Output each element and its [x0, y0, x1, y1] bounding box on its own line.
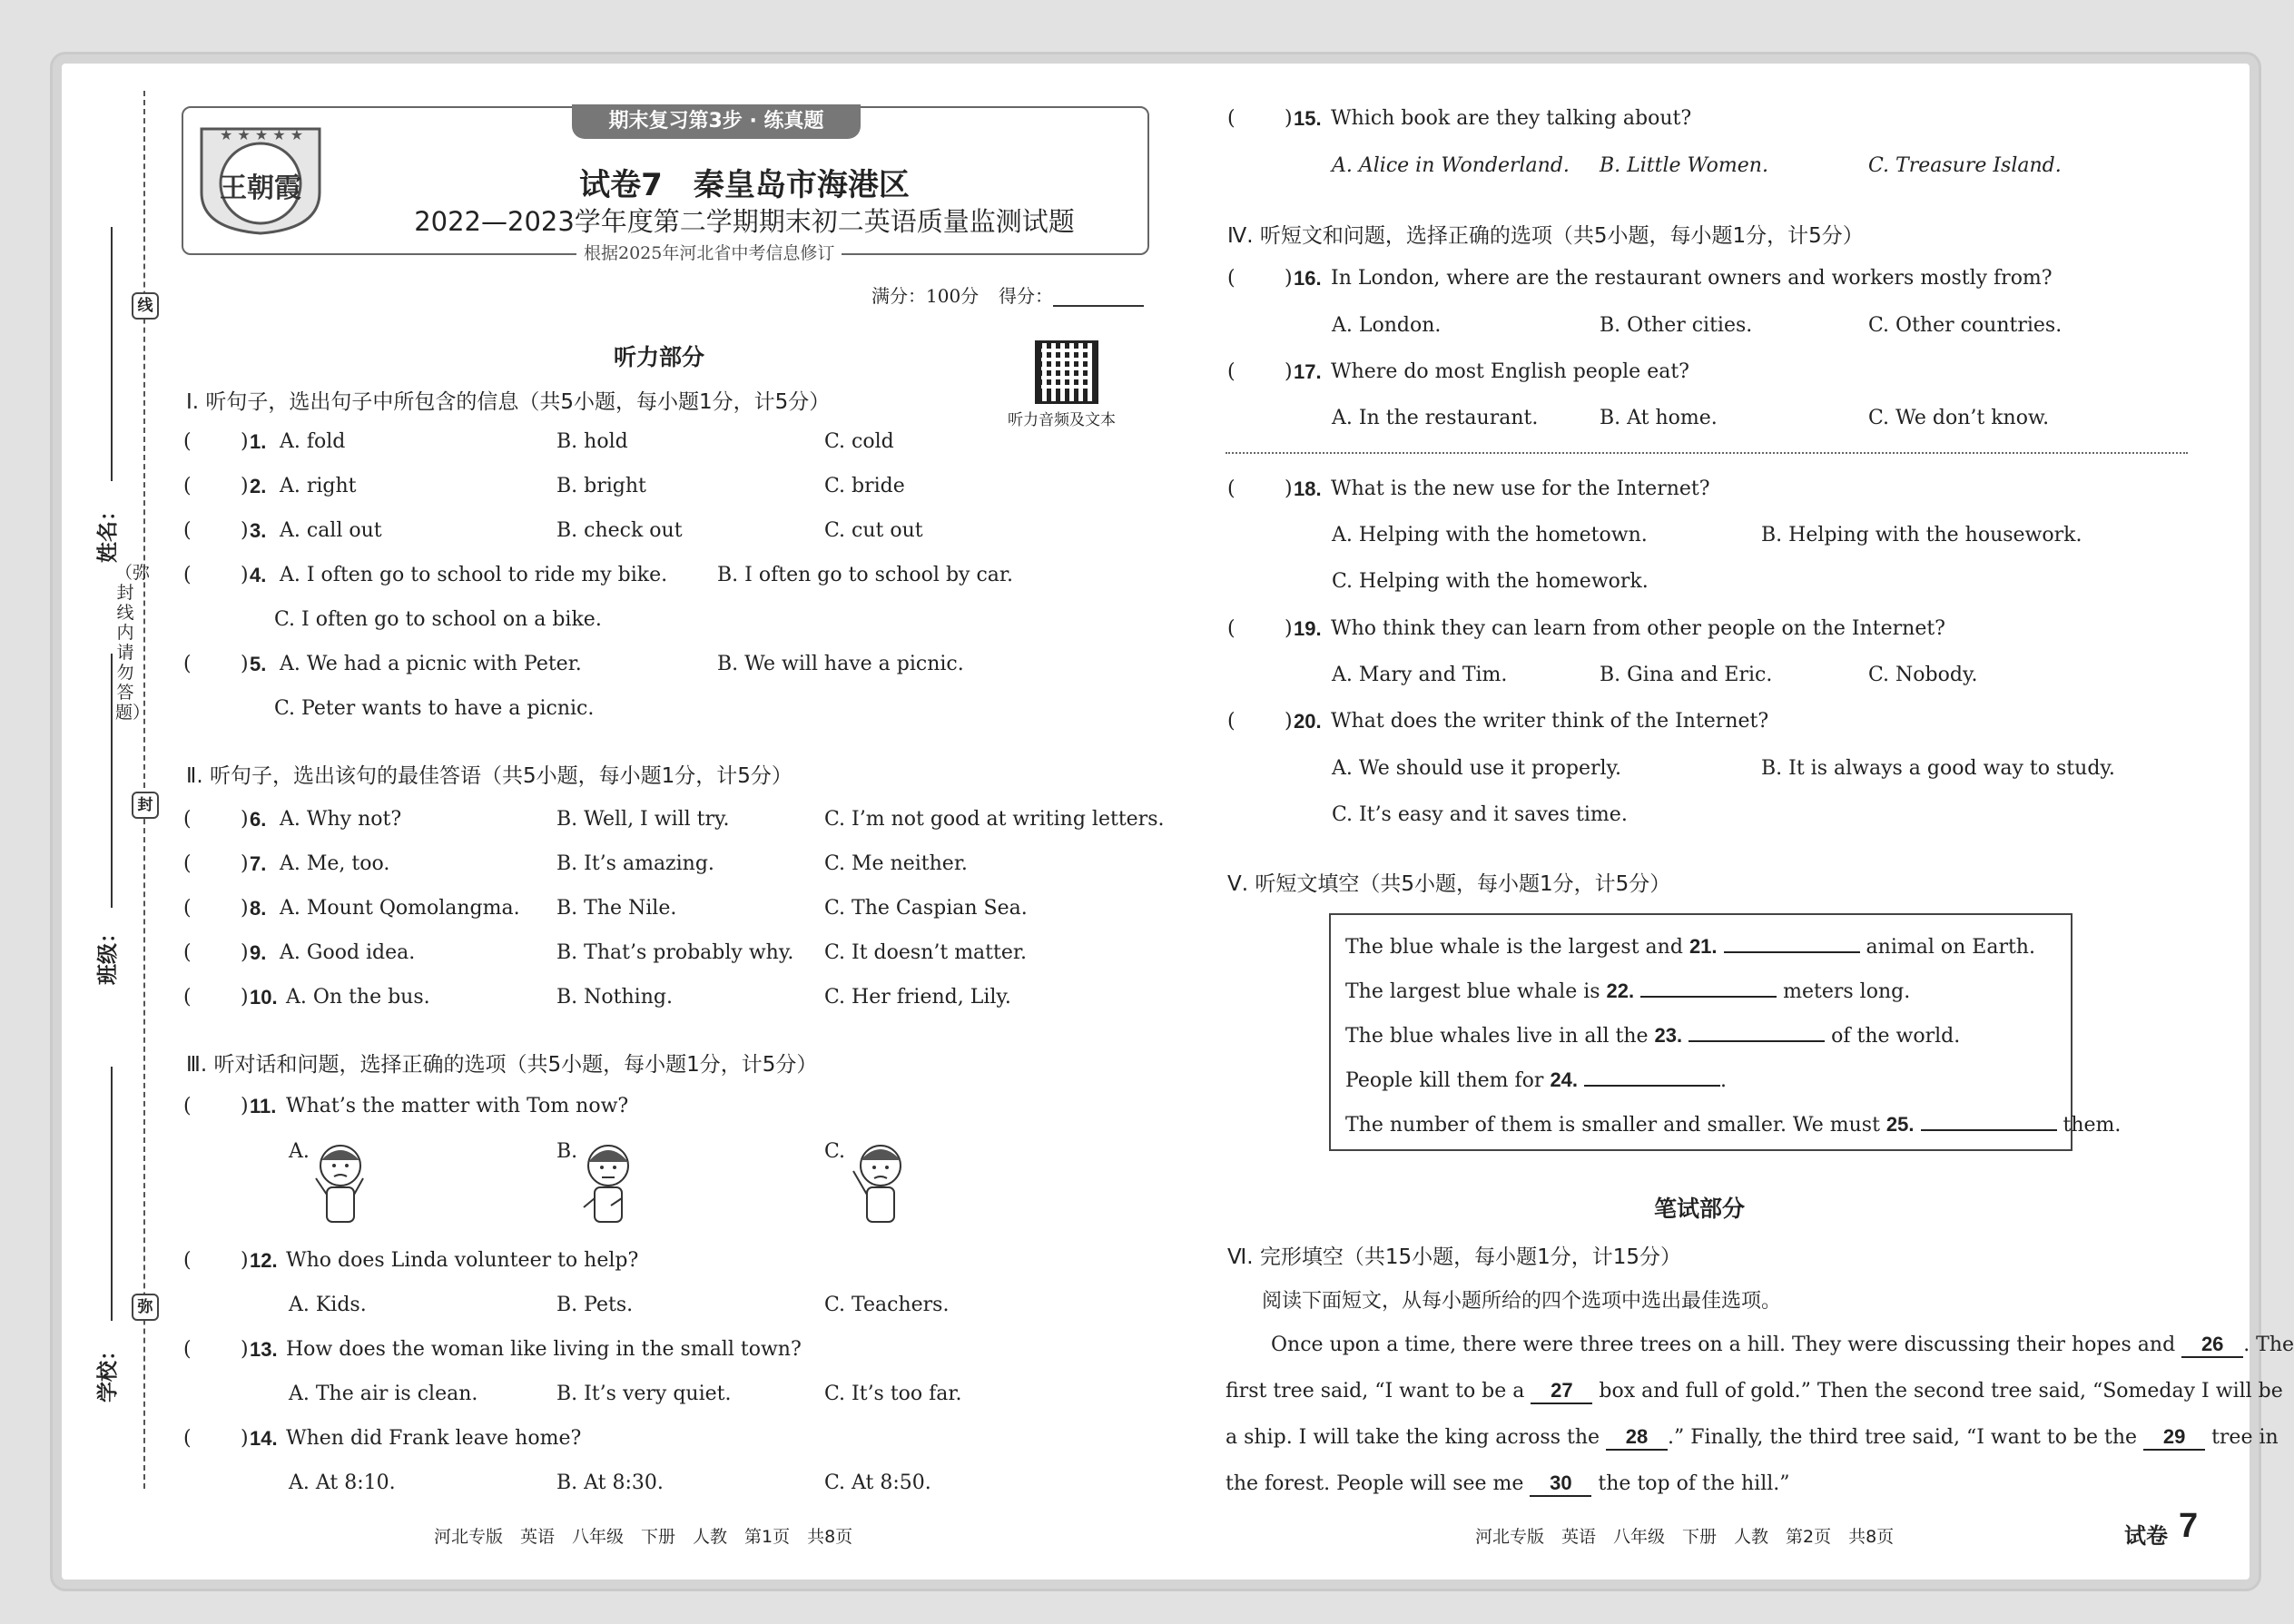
option-c: C. Teachers.	[824, 1294, 950, 1316]
option-b: B. Well, I will try.	[556, 808, 730, 831]
listening-title: 听力部分	[614, 344, 705, 370]
option-c: C. I’m not good at writing letters.	[824, 808, 1165, 831]
option-a: A. Me, too.	[280, 852, 390, 875]
fill-line-24: People kill them for 24. .	[1345, 1068, 1728, 1092]
fill-line-22: The largest blue whale is 22. meters long.	[1345, 979, 1911, 1003]
fill-line-21: The blue whale is the largest and 21. animal on Earth.	[1345, 935, 2035, 959]
option-b: B. I often go to school by car.	[717, 564, 1013, 586]
option-a: A. call out	[280, 519, 382, 542]
question-text: What does the writer think of the Internet?	[1331, 710, 1769, 733]
option-c: C. It’s easy and it saves time.	[1332, 803, 1628, 826]
option-a: A. We should use it properly.	[1332, 757, 1622, 780]
svg-text:★ ★ ★ ★ ★: ★ ★ ★ ★ ★	[220, 126, 304, 143]
score-label: 得分：	[999, 285, 1053, 307]
section-3-heading: Ⅲ. 听对话和问题，选择正确的选项（共5小题，每小题1分，计5分）	[186, 1053, 818, 1077]
option-a: A. Why not?	[280, 808, 402, 831]
paper-label: 试卷	[2124, 1523, 2168, 1549]
option-c: C. Other countries.	[1868, 314, 2063, 337]
option-c: C. It’s too far.	[824, 1383, 962, 1405]
school-field[interactable]	[111, 1067, 113, 1321]
section-6-heading: Ⅵ. 完形填空（共15小题，每小题1分，计15分）	[1227, 1245, 1682, 1269]
revision-note: 根据2025年河北省中考信息修订	[576, 240, 842, 264]
boy-stomachache-icon	[575, 1138, 643, 1229]
option-b: B. It’s very quiet.	[556, 1383, 732, 1405]
question-text: Who think they can learn from other people on the Internet?	[1331, 617, 1945, 640]
option-a: A. right	[280, 475, 357, 497]
blank-26[interactable]: 26	[2181, 1333, 2243, 1358]
option-b: B. We will have a picnic.	[717, 653, 964, 675]
option-c: C. bride	[824, 475, 905, 497]
option-c: C. The Caspian Sea.	[824, 897, 1028, 920]
footer-right: 河北专版 英语 八年级 下册 人教 第2页 共8页	[1475, 1527, 1895, 1547]
section-4-heading: Ⅳ. 听短文和问题，选择正确的选项（共5小题，每小题1分，计5分）	[1227, 224, 1864, 248]
banner: 期末复习第3步 · 练真题	[572, 104, 861, 139]
boy-toothache-icon	[309, 1138, 372, 1229]
option-b: B. At 8:30.	[556, 1471, 664, 1494]
option-c: C.	[824, 1140, 846, 1163]
option-b: B. Nothing.	[556, 986, 673, 1009]
option-c: C. I often go to school on a bike.	[274, 608, 602, 631]
option-b: B. hold	[556, 430, 628, 453]
option-b: B. bright	[556, 475, 646, 497]
option-c: C. Her friend, Lily.	[824, 986, 1011, 1009]
cloze-line-2: first tree said, “I want to be a 27 box and full of gold.” Then the second tree said, “Someday I will be	[1226, 1379, 2283, 1403]
option-b: B. It is always a good way to study.	[1761, 757, 2115, 780]
line-mark: 线	[132, 292, 159, 320]
option-b: B. Helping with the housework.	[1761, 524, 2082, 546]
option-c: C. We don’t know.	[1868, 407, 2050, 429]
binding-notice: （弥封线内请勿答题）	[115, 563, 151, 723]
option-a: A. fold	[280, 430, 346, 453]
blank-22[interactable]	[1640, 978, 1777, 998]
option-a: A. London.	[1332, 314, 1442, 337]
option-c: C. Treasure Island.	[1868, 154, 2062, 177]
option-b: B. Pets.	[556, 1294, 634, 1316]
option-a: A. Mount Qomolangma.	[280, 897, 520, 920]
qr-caption: 听力音频及文本	[1008, 411, 1116, 429]
option-a: A. At 8:10.	[289, 1471, 396, 1494]
school-label: 学校：	[96, 1340, 120, 1403]
option-b: B.	[556, 1140, 578, 1163]
question-text: When did Frank leave home?	[286, 1427, 582, 1450]
question-text: What’s the matter with Tom now?	[286, 1095, 629, 1117]
question-text: In London, where are the restaurant owners and workers mostly from?	[1331, 267, 2053, 290]
logo-text: 王朝霞	[220, 172, 301, 204]
option-c: C. cold	[824, 430, 894, 453]
class-field[interactable]	[111, 654, 113, 908]
exam-title: 2022—2023学年度第二学期期末初二英语质量监测试题	[414, 206, 1075, 237]
cloze-line-1: Once upon a time, there were three trees on a hill. They were discussing their hopes and 26 . The	[1271, 1333, 2294, 1356]
option-a: A. On the bus.	[286, 986, 430, 1009]
blank-28[interactable]: 28	[1606, 1425, 1668, 1451]
option-b: B. Little Women.	[1600, 154, 1768, 177]
option-c: C. At 8:50.	[824, 1471, 931, 1494]
score-field[interactable]	[1053, 305, 1144, 307]
option-b: B. That’s probably why.	[556, 941, 794, 964]
question-text: Where do most English people eat?	[1331, 360, 1689, 383]
footer-left: 河北专版 英语 八年级 下册 人教 第1页 共8页	[434, 1527, 853, 1547]
name-field[interactable]	[111, 227, 113, 481]
section-5-heading: Ⅴ. 听短文填空（共5小题，每小题1分，计5分）	[1227, 872, 1671, 896]
writing-title: 笔试部分	[1654, 1196, 1746, 1222]
secret-mark: 弥	[132, 1294, 159, 1321]
option-a: A.	[289, 1140, 310, 1163]
cloze-instruction: 阅读下面短文，从每小题所给的四个选项中选出最佳选项。	[1262, 1290, 1782, 1313]
option-b: B. Other cities.	[1600, 314, 1753, 337]
option-a: A. Kids.	[289, 1294, 367, 1316]
blank-25[interactable]	[1921, 1111, 2057, 1131]
option-a: A. We had a picnic with Peter.	[280, 653, 582, 675]
question-text: What is the new use for the Internet?	[1331, 477, 1710, 500]
question-text: Who does Linda volunteer to help?	[286, 1249, 639, 1272]
option-b: B. check out	[556, 519, 683, 542]
option-b: B. Gina and Eric.	[1600, 664, 1773, 686]
option-b: B. The Nile.	[556, 897, 677, 920]
blank-29[interactable]: 29	[2143, 1425, 2205, 1451]
option-a: A. Alice in Wonderland.	[1332, 154, 1570, 177]
blank-24[interactable]	[1584, 1067, 1720, 1087]
cloze-line-4: the forest. People will see me 30 the top of the hill.”	[1226, 1471, 1790, 1495]
paper-title: 试卷7 秦皇岛市海港区	[579, 167, 910, 203]
option-a: A. The air is clean.	[289, 1383, 478, 1405]
option-a: A. Helping with the hometown.	[1332, 524, 1648, 546]
qr-code-icon[interactable]	[1035, 340, 1098, 404]
option-c: C. Helping with the homework.	[1332, 570, 1649, 593]
question-text: Which book are they talking about?	[1331, 107, 1692, 130]
option-a: A. Good idea.	[280, 941, 416, 964]
boy-headache-icon	[844, 1138, 912, 1229]
option-b: B. At home.	[1600, 407, 1718, 429]
blank-30[interactable]: 30	[1530, 1471, 1591, 1497]
paper-number: 7	[2179, 1507, 2199, 1545]
blank-23[interactable]	[1689, 1022, 1825, 1042]
question-text: How does the woman like living in the small town?	[286, 1338, 802, 1361]
option-c: C. It doesn’t matter.	[824, 941, 1027, 964]
section-1-heading: Ⅰ. 听句子，选出句子中所包含的信息（共5小题，每小题1分，计5分）	[186, 390, 831, 414]
option-c: C. Nobody.	[1868, 664, 1978, 686]
page-divider	[1226, 452, 2188, 454]
option-c: C. cut out	[824, 519, 923, 542]
seal-mark: 封	[132, 792, 159, 819]
option-a: A. Mary and Tim.	[1332, 664, 1508, 686]
cloze-line-3: a ship. I will take the king across the 28 .” Finally, the third tree said, “I want to be the 29 tree in	[1226, 1425, 2279, 1449]
option-a: A. In the restaurant.	[1332, 407, 1539, 429]
fill-line-23: The blue whales live in all the 23. of the world.	[1345, 1024, 1961, 1048]
full-score: 满分：100分	[871, 285, 980, 307]
name-label: 姓名：	[96, 500, 120, 563]
option-c: C. Peter wants to have a picnic.	[274, 697, 595, 720]
blank-21[interactable]	[1724, 933, 1860, 953]
blank-27[interactable]: 27	[1531, 1379, 1592, 1404]
fill-line-25: The number of them is smaller and smaller. We must 25. them.	[1345, 1113, 2122, 1137]
option-a: A. I often go to school to ride my bike.	[280, 564, 668, 586]
option-b: B. It’s amazing.	[556, 852, 714, 875]
section-2-heading: Ⅱ. 听句子，选出该句的最佳答语（共5小题，每小题1分，计5分）	[186, 764, 793, 788]
option-c: C. Me neither.	[824, 852, 968, 875]
class-label: 班级：	[96, 922, 120, 985]
